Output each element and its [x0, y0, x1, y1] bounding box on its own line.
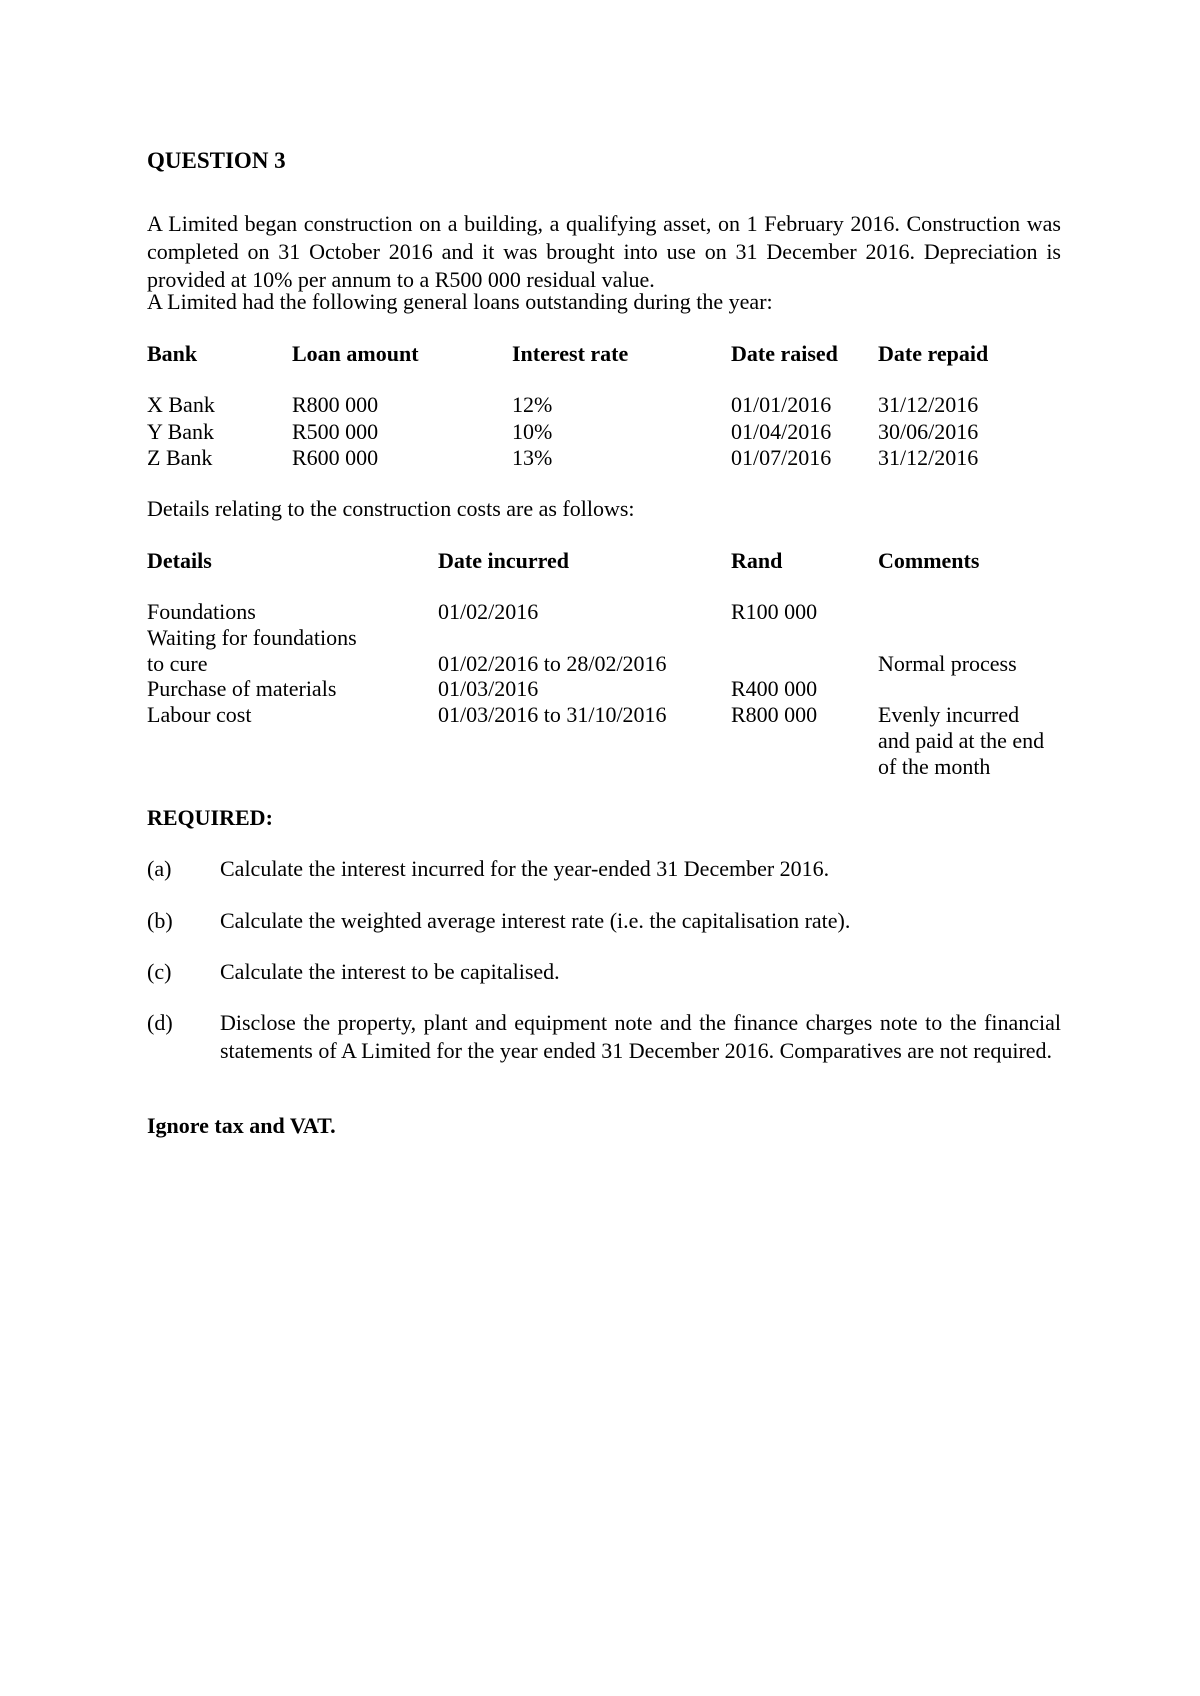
cost-details: Purchase of materials: [147, 676, 337, 701]
cost-rand: R400 000: [731, 676, 818, 701]
loan-rate: 12%: [512, 392, 553, 417]
cost-comments: Evenly incurred: [878, 702, 1020, 727]
loan-date-raised: 01/04/2016: [731, 419, 832, 444]
loans-header-raised: Date raised: [731, 341, 838, 366]
cost-details: to cure: [147, 651, 208, 676]
costs-header-details: Details: [147, 548, 212, 573]
required-letter: (d): [147, 1010, 173, 1035]
cost-details: Foundations: [147, 599, 256, 624]
loan-amount: R800 000: [292, 392, 379, 417]
required-letter: (c): [147, 959, 172, 984]
loans-intro: A Limited had the following general loans outstanding during the year:: [147, 289, 773, 314]
cost-details: Waiting for foundations: [147, 625, 357, 650]
costs-header-rand: Rand: [731, 548, 783, 573]
required-letter: (a): [147, 856, 172, 881]
cost-date: 01/02/2016: [438, 599, 539, 624]
loan-rate: 10%: [512, 419, 553, 444]
loan-amount: R500 000: [292, 419, 379, 444]
cost-date: 01/03/2016 to 31/10/2016: [438, 702, 667, 727]
required-letter: (b): [147, 908, 173, 933]
loan-date-repaid: 31/12/2016: [878, 392, 979, 417]
question-title: QUESTION 3: [147, 148, 286, 173]
loan-amount: R600 000: [292, 445, 379, 470]
cost-details: Labour cost: [147, 702, 252, 727]
loan-bank: Z Bank: [147, 445, 213, 470]
footer-note: Ignore tax and VAT.: [147, 1113, 336, 1138]
loans-header-repaid: Date repaid: [878, 341, 989, 366]
loan-date-repaid: 30/06/2016: [878, 419, 979, 444]
cost-comments: of the month: [878, 754, 991, 779]
intro-paragraph: A Limited began construction on a building, a qualifying asset, on 1 February 2016. Construction was completed on 31 October 2016 and it was brought into use on 31 December 2016. Depreciation is provided at 10% per annum to a R500 000 residual value.: [147, 211, 1061, 292]
costs-intro: Details relating to the construction costs are as follows:: [147, 496, 635, 521]
cost-date: 01/02/2016 to 28/02/2016: [438, 651, 667, 676]
loans-header-bank: Bank: [147, 341, 198, 366]
required-text: Calculate the interest to be capitalised.: [220, 959, 560, 984]
cost-rand: R100 000: [731, 599, 818, 624]
loans-header-amount: Loan amount: [292, 341, 419, 366]
cost-comments: and paid at the end: [878, 728, 1045, 753]
required-text: Calculate the interest incurred for the year-ended 31 December 2016.: [220, 856, 830, 881]
cost-comments: Normal process: [878, 651, 1017, 676]
loan-rate: 13%: [512, 445, 553, 470]
required-heading: REQUIRED:: [147, 805, 273, 830]
loan-date-raised: 01/01/2016: [731, 392, 832, 417]
required-text: Disclose the property, plant and equipment note and the finance charges note to the financial statements of A Limited for the year ended 31 December 2016. Comparatives are not required.: [220, 1010, 1061, 1063]
cost-date: 01/03/2016: [438, 676, 539, 701]
required-text: Calculate the weighted average interest rate (i.e. the capitalisation rate).: [220, 908, 851, 933]
loan-bank: X Bank: [147, 392, 215, 417]
costs-header-comments: Comments: [878, 548, 980, 573]
cost-rand: R800 000: [731, 702, 818, 727]
costs-header-date: Date incurred: [438, 548, 569, 573]
loan-bank: Y Bank: [147, 419, 215, 444]
loans-header-rate: Interest rate: [512, 341, 629, 366]
loan-date-raised: 01/07/2016: [731, 445, 832, 470]
loan-date-repaid: 31/12/2016: [878, 445, 979, 470]
